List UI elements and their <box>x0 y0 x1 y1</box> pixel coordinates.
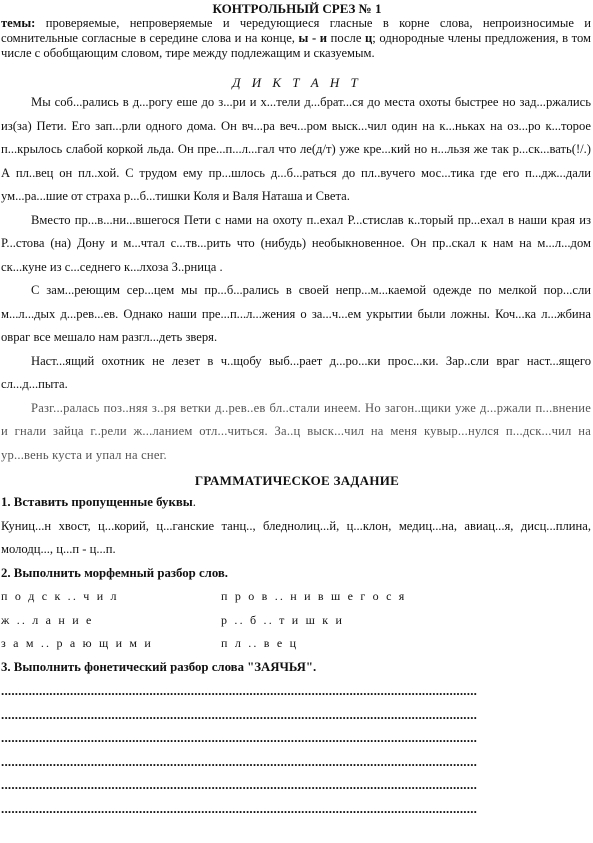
worksheet-page <box>1 0 593 821</box>
morph-word-6: п л .. в е ц <box>221 636 299 650</box>
answer-line: .......................................................................................................................................... <box>1 777 478 793</box>
topics-bold-2: ц <box>365 31 373 45</box>
task-1-label: 1. Вставить пропущенные буквы <box>1 495 193 509</box>
answer-line: .......................................................................................................................................... <box>1 753 478 769</box>
dictation-paragraph-4: Наст...ящий охотник не лезет в ч..щобу выб...рает д...ро...ки прос...ки. Зар..сли враг наст...ящего сл...д...пыта. <box>1 353 591 391</box>
task-2-heading: 2. Выполнить морфемный разбор слов. <box>1 565 229 580</box>
dictation-paragraph-1: Мы соб...рались в д...рогу еше до з...ри и х...тели д...брат...ся до места охоты быстрее но зад...ржались из(за) Пети. Его зап...рли одного дома. Он вч...ра веч...ром выск...чил один на к...ньках на оз...ро к...торое п...крылось слабой коркой льда. Он пре...п...л...гал что ле(д/т) уже кре...кий но н...льзя же так р...ск...вать(!/.) А пл..вец он пл..хой. С трудом ему пр...шлось д...б...раться до пл..вучего мос...тика где его п...дж...дали ум...ра...шие от страха р...б...тишки Коля и Валя Наташа и Света. <box>1 95 591 203</box>
topics-description <box>1 16 593 61</box>
morph-row-1 <box>1 585 593 609</box>
page-title: КОНТРОЛЬНЫЙ СРЕЗ № 1 <box>212 1 382 16</box>
topics-text-1: проверяемые, непроверяемые и чередующиеся гласные в корне слова, непроизносимые и сомнительные согласные в середине слова и на конце, <box>1 16 591 45</box>
topics-bold-1: ы - и <box>298 31 328 45</box>
answer-line: .......................................................................................................................................... <box>1 800 478 816</box>
morph-word-4: р .. б .. т и ш к и <box>221 612 345 627</box>
answer-line: .......................................................................................................................................... <box>1 730 478 746</box>
morph-word-2: п р о в .. н и в ш е г о с я <box>221 589 407 603</box>
answer-line: .......................................................................................................................................... <box>1 706 478 722</box>
topics-label: темы: <box>1 16 36 30</box>
morph-row-3 <box>1 632 593 656</box>
task-3-heading: 3. Выполнить фонетический разбор слова "ЗАЯЧЬЯ". <box>1 659 317 674</box>
topics-text-3: ; однородные члены предложения, в том числе с обобщающим словом, тире между подлежащим и сказуемым. <box>1 31 591 60</box>
dictation-paragraph-2: Вместо пр...в...ни...вшегося Пети с нами на охоту п..ехал Р...стислав к..торый пр...ехал в наши края из Р...стова (на) Дону и м...чтал с...тв...рить что (нибудь) необыкновенное. Он пр..скал к нам на м...л...дом ск...куне из с...седнего к...лхоза З..рница . <box>1 212 591 274</box>
morph-word-3: ж .. л а н и е <box>1 612 94 627</box>
dictation-paragraph-3: С зам...реющим сер...цем мы пр...б...рались в своей непр...м...каемой одежде по мелкой пор...сли м...л...дых д...рев...ев. Однако наши пре...п...л...жения о за...ч...ем укрытии были ложны. Коч...ка л...жбина овраг все мешало нам разгл...деть зверя. <box>1 283 591 344</box>
morph-word-1: п о д с к .. ч и л <box>1 589 119 603</box>
task-1-heading <box>1 491 593 515</box>
answer-line: .......................................................................................................................................... <box>1 683 478 698</box>
task-1-dot: . <box>192 495 196 509</box>
grammar-task-title: ГРАММАТИЧЕСКОЕ ЗАДАНИЕ <box>194 473 400 488</box>
task-1-words: Куниц...н хвост, ц...корий, ц...ганские танц.., бледнолиц...й, ц...клон, медиц...на, авиац...я, дисц...плина, молодц..., ц...п - ц...п. <box>1 518 591 556</box>
morph-row-2 <box>1 609 593 633</box>
topics-text-2: после <box>327 31 366 45</box>
dictation-paragraph-5: Разг...ралась поз..няя з..ря ветки д..рев..ев бл..стали инеем. Но загон..щики уже д...ржали п...внение и гнали зайца г..рели ж...ланием отл...читься. За..ц выск...чил на меня кувыр...нулся п...дск...чил на ур...вень куста и упал на снег. <box>1 400 591 462</box>
morph-word-5: з а м .. р а ю щ и м и <box>1 636 154 650</box>
dictation-title: Д И К Т А Н Т <box>232 75 362 90</box>
